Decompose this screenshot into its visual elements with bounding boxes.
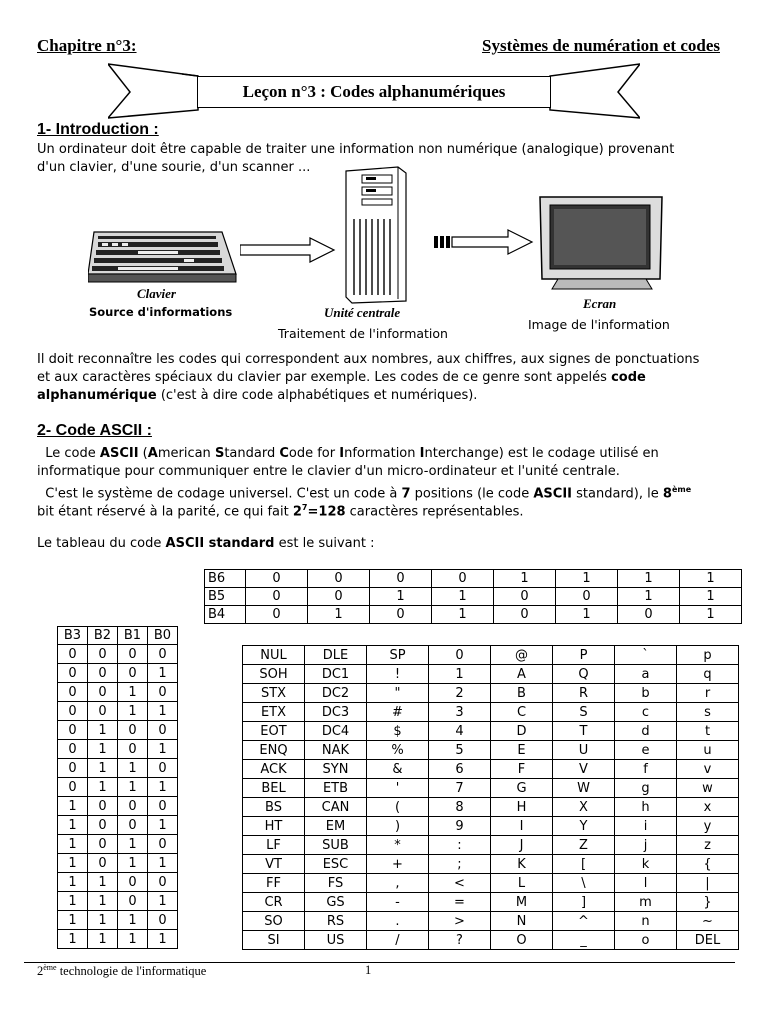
ascii-char-cell: M xyxy=(491,893,553,912)
bit-cell: 1 xyxy=(118,759,148,778)
ascii-row xyxy=(243,779,739,798)
ascii-char-cell: I xyxy=(491,817,553,836)
ascii-char-cell: ACK xyxy=(243,760,305,779)
bit-cell: 0 xyxy=(118,721,148,740)
ascii-char-cell: ( xyxy=(367,798,429,817)
bit-cell: 0 xyxy=(148,797,178,816)
codes-line-3: alphanumérique (c'est à dire code alphabétiques et numériques). xyxy=(37,388,478,403)
bit-cell: 1 xyxy=(618,570,680,588)
bit-cell: 0 xyxy=(118,664,148,683)
ascii-char-cell: | xyxy=(677,874,739,893)
cpu-title: Unité centrale xyxy=(324,305,401,320)
ascii-char-cell: x xyxy=(677,798,739,817)
ascii-char-cell: DLE xyxy=(305,646,367,665)
bit-cell: 0 xyxy=(308,570,370,588)
ascii-char-cell: ) xyxy=(367,817,429,836)
bit-cell: 1 xyxy=(88,892,118,911)
ascii-char-cell: E xyxy=(491,741,553,760)
table-intro: Le tableau du code ASCII standard est le suivant : xyxy=(37,536,375,551)
bit-cell: 0 xyxy=(148,911,178,930)
high-bits-row xyxy=(205,606,742,624)
ascii-char-cell: p xyxy=(677,646,739,665)
bit-cell: 1 xyxy=(680,588,742,606)
bit-cell: 1 xyxy=(88,911,118,930)
bit-cell: 0 xyxy=(556,588,618,606)
low-bits-row xyxy=(58,911,178,930)
bit-cell: 1 xyxy=(88,740,118,759)
bit-cell: 0 xyxy=(148,683,178,702)
ascii-row xyxy=(243,798,739,817)
ascii-char-cell: v xyxy=(677,760,739,779)
ascii-char-cell: CR xyxy=(243,893,305,912)
ascii-row xyxy=(243,722,739,741)
ascii-char-cell: DEL xyxy=(677,931,739,950)
bit-cell: 1 xyxy=(88,759,118,778)
lesson-title: Leçon n°3 : Codes alphanumériques xyxy=(197,76,551,108)
ascii-char-cell: s xyxy=(677,703,739,722)
bit-cell: 1 xyxy=(148,702,178,721)
ascii-char-cell: U xyxy=(553,741,615,760)
ascii-char-cell: n xyxy=(615,912,677,931)
ascii-row xyxy=(243,931,739,950)
bit-cell: 0 xyxy=(118,892,148,911)
low-bits-row xyxy=(58,759,178,778)
ascii-char-cell: { xyxy=(677,855,739,874)
bit-cell: 1 xyxy=(148,664,178,683)
screen-title: Ecran xyxy=(583,296,617,311)
low-bits-row xyxy=(58,797,178,816)
ascii-char-cell: ENQ xyxy=(243,741,305,760)
ascii-char-cell: w xyxy=(677,779,739,798)
bit-cell: 1 xyxy=(556,570,618,588)
ascii-row xyxy=(243,893,739,912)
ascii-char-cell: BEL xyxy=(243,779,305,798)
low-bits-row xyxy=(58,930,178,949)
ascii-char-cell: 7 xyxy=(429,779,491,798)
bit-cell: 1 xyxy=(58,930,88,949)
bit-cell: 0 xyxy=(58,721,88,740)
ascii-char-cell: @ xyxy=(491,646,553,665)
ascii-char-cell: ^ xyxy=(553,912,615,931)
bit-cell: 1 xyxy=(58,835,88,854)
low-bits-row xyxy=(58,778,178,797)
ascii-row xyxy=(243,684,739,703)
bit-cell: 1 xyxy=(58,797,88,816)
bit-cell: 0 xyxy=(88,816,118,835)
ascii-char-cell: H xyxy=(491,798,553,817)
bit-cell: 1 xyxy=(118,683,148,702)
ascii-char-cell: FF xyxy=(243,874,305,893)
ascii-char-cell: 6 xyxy=(429,760,491,779)
ascii-char-cell: X xyxy=(553,798,615,817)
ascii-row xyxy=(243,874,739,893)
bit-cell: 1 xyxy=(88,873,118,892)
bit-cell: 1 xyxy=(118,835,148,854)
bit-cell: 0 xyxy=(308,588,370,606)
ascii-char-cell: HT xyxy=(243,817,305,836)
ascii-char-cell: ETB xyxy=(305,779,367,798)
bit-cell: 1 xyxy=(148,778,178,797)
high-bits-row xyxy=(205,588,742,606)
ascii-char-cell: VT xyxy=(243,855,305,874)
bit-label: B0 xyxy=(148,627,178,645)
ascii-para-1-line-2: informatique pour communiquer entre le clavier d'un micro-ordinateur et l'unité centrale. xyxy=(37,464,620,479)
bit-cell: 0 xyxy=(88,854,118,873)
ascii-para-1: Le code ASCII (American Standard Code for Information Interchange) est le codage utilisé en xyxy=(45,446,659,461)
ascii-char-cell: K xyxy=(491,855,553,874)
ascii-char-cell: [ xyxy=(553,855,615,874)
bit-cell: 1 xyxy=(370,588,432,606)
ascii-char-cell: V xyxy=(553,760,615,779)
ascii-char-cell: US xyxy=(305,931,367,950)
bit-cell: 1 xyxy=(58,892,88,911)
ascii-char-cell: \ xyxy=(553,874,615,893)
low-bits-row xyxy=(58,835,178,854)
ascii-char-cell: DC2 xyxy=(305,684,367,703)
ascii-char-cell: $ xyxy=(367,722,429,741)
ascii-char-cell: Q xyxy=(553,665,615,684)
ascii-row xyxy=(243,760,739,779)
ascii-char-cell: LF xyxy=(243,836,305,855)
bit-cell: 0 xyxy=(88,702,118,721)
ascii-char-cell: R xyxy=(553,684,615,703)
ascii-char-cell: 9 xyxy=(429,817,491,836)
ascii-para-2-line-2: bit étant réservé à la parité, ce qui fait $2^7=128$ caractères représentables. xyxy=(37,503,524,520)
low-bits-row xyxy=(58,816,178,835)
intro-line-2: d'un clavier, d'une sourie, d'un scanner ... xyxy=(37,160,311,175)
ascii-char-cell: z xyxy=(677,836,739,855)
ascii-char-cell: FS xyxy=(305,874,367,893)
ascii-row xyxy=(243,665,739,684)
bit-cell: 1 xyxy=(58,816,88,835)
ascii-char-cell: G xyxy=(491,779,553,798)
bit-label: B4 xyxy=(205,606,246,624)
bit-cell: 1 xyxy=(118,930,148,949)
footer-text: 2ème technologie de l'informatique xyxy=(37,963,207,979)
bit-cell: 1 xyxy=(432,588,494,606)
low-bits-row xyxy=(58,873,178,892)
ascii-char-cell: . xyxy=(367,912,429,931)
ascii-row xyxy=(243,741,739,760)
bit-cell: 0 xyxy=(118,797,148,816)
bit-label: B2 xyxy=(88,627,118,645)
page-number: 1 xyxy=(365,963,372,977)
ascii-char-cell: O xyxy=(491,931,553,950)
ascii-char-cell: ' xyxy=(367,779,429,798)
ascii-row xyxy=(243,836,739,855)
bit-cell: 1 xyxy=(680,570,742,588)
bit-cell: 1 xyxy=(148,854,178,873)
ascii-char-cell: CAN xyxy=(305,798,367,817)
ascii-char-cell: 3 xyxy=(429,703,491,722)
bit-cell: 0 xyxy=(148,721,178,740)
bit-cell: 1 xyxy=(118,778,148,797)
ascii-char-cell: & xyxy=(367,760,429,779)
ascii-char-cell: S xyxy=(553,703,615,722)
bit-cell: 1 xyxy=(148,892,178,911)
bit-cell: 1 xyxy=(308,606,370,624)
arrow-right-icon xyxy=(240,236,336,264)
ascii-char-cell: / xyxy=(367,931,429,950)
ascii-char-cell: STX xyxy=(243,684,305,703)
bit-cell: 0 xyxy=(88,664,118,683)
ascii-char-cell: y xyxy=(677,817,739,836)
bit-cell: 0 xyxy=(88,683,118,702)
bit-cell: 0 xyxy=(494,588,556,606)
bit-label: B6 xyxy=(205,570,246,588)
ascii-char-cell: P xyxy=(553,646,615,665)
bit-cell: 0 xyxy=(618,606,680,624)
ascii-char-cell: W xyxy=(553,779,615,798)
high-bits-table xyxy=(204,569,742,624)
intro-line-1: Un ordinateur doit être capable de traiter une information non numérique (analogique) provenant xyxy=(37,142,675,157)
ascii-char-cell: A xyxy=(491,665,553,684)
ascii-char-cell: T xyxy=(553,722,615,741)
ascii-char-cell: ; xyxy=(429,855,491,874)
bit-cell: 0 xyxy=(148,759,178,778)
ascii-row xyxy=(243,703,739,722)
bit-cell: 0 xyxy=(88,835,118,854)
low-bits-row xyxy=(58,892,178,911)
ascii-char-cell: " xyxy=(367,684,429,703)
ascii-char-cell: e xyxy=(615,741,677,760)
ascii-char-cell: # xyxy=(367,703,429,722)
bit-cell: 1 xyxy=(88,930,118,949)
ascii-char-cell: RS xyxy=(305,912,367,931)
ascii-char-cell: Y xyxy=(553,817,615,836)
bit-cell: 0 xyxy=(148,645,178,664)
ascii-char-cell: SOH xyxy=(243,665,305,684)
ascii-char-cell: EOT xyxy=(243,722,305,741)
bit-cell: 0 xyxy=(246,570,308,588)
ascii-char-cell: B xyxy=(491,684,553,703)
bit-cell: 1 xyxy=(680,606,742,624)
bit-cell: 1 xyxy=(88,778,118,797)
ascii-char-cell: 0 xyxy=(429,646,491,665)
ascii-char-cell: 5 xyxy=(429,741,491,760)
bit-cell: 0 xyxy=(58,778,88,797)
ascii-char-cell: L xyxy=(491,874,553,893)
ascii-heading: 2- Code ASCII : xyxy=(37,422,152,439)
ascii-char-cell: , xyxy=(367,874,429,893)
codes-line-2: et aux caractères spéciaux du clavier par exemple. Les codes de ce genre sont appelés code xyxy=(37,370,646,385)
ascii-char-cell: SUB xyxy=(305,836,367,855)
ascii-char-cell: o xyxy=(615,931,677,950)
bit-cell: 0 xyxy=(118,645,148,664)
ascii-char-cell: q xyxy=(677,665,739,684)
ascii-char-cell: 2 xyxy=(429,684,491,703)
bit-cell: 0 xyxy=(58,759,88,778)
ascii-row xyxy=(243,912,739,931)
ascii-char-cell: d xyxy=(615,722,677,741)
intro-heading: 1- Introduction : xyxy=(37,121,159,138)
bit-cell: 1 xyxy=(432,606,494,624)
ascii-char-cell: SO xyxy=(243,912,305,931)
bit-cell: 1 xyxy=(118,854,148,873)
ascii-char-cell: m xyxy=(615,893,677,912)
arrow-right-icon-2 xyxy=(434,228,534,256)
ascii-char-cell: DC4 xyxy=(305,722,367,741)
ascii-char-cell: ? xyxy=(429,931,491,950)
ascii-char-cell: i xyxy=(615,817,677,836)
bit-cell: 1 xyxy=(58,854,88,873)
bit-cell: 1 xyxy=(58,873,88,892)
ascii-char-cell: NUL xyxy=(243,646,305,665)
ascii-char-cell: - xyxy=(367,893,429,912)
low-bits-row xyxy=(58,721,178,740)
ascii-chars-table xyxy=(242,645,739,950)
bit-cell: 0 xyxy=(118,740,148,759)
keyboard-caption: Source d'informations xyxy=(89,305,233,319)
ascii-char-cell: EM xyxy=(305,817,367,836)
ascii-char-cell: > xyxy=(429,912,491,931)
bit-cell: 0 xyxy=(58,740,88,759)
ascii-char-cell: < xyxy=(429,874,491,893)
ascii-char-cell: j xyxy=(615,836,677,855)
ascii-char-cell: k xyxy=(615,855,677,874)
high-bits-row xyxy=(205,570,742,588)
bit-cell: 1 xyxy=(148,740,178,759)
ascii-char-cell: ` xyxy=(615,646,677,665)
bit-cell: 0 xyxy=(118,816,148,835)
ascii-char-cell: } xyxy=(677,893,739,912)
ascii-char-cell: h xyxy=(615,798,677,817)
monitor-icon xyxy=(538,193,666,291)
low-bits-row xyxy=(58,740,178,759)
ascii-char-cell: Z xyxy=(553,836,615,855)
bit-cell: 0 xyxy=(88,645,118,664)
keyboard-title: Clavier xyxy=(137,286,176,301)
ascii-char-cell: r xyxy=(677,684,739,703)
low-bits-row xyxy=(58,645,178,664)
computer-tower-icon xyxy=(342,163,408,305)
ascii-char-cell: _ xyxy=(553,931,615,950)
bit-label: B5 xyxy=(205,588,246,606)
ascii-char-cell: NAK xyxy=(305,741,367,760)
bit-cell: 0 xyxy=(494,606,556,624)
bit-cell: 1 xyxy=(556,606,618,624)
bit-cell: 1 xyxy=(88,721,118,740)
bit-cell: 0 xyxy=(58,683,88,702)
bit-cell: 0 xyxy=(58,702,88,721)
ascii-char-cell: D xyxy=(491,722,553,741)
ascii-char-cell: ! xyxy=(367,665,429,684)
low-bits-row xyxy=(58,702,178,721)
cpu-caption: Traitement de l'information xyxy=(278,326,448,341)
ascii-char-cell: a xyxy=(615,665,677,684)
bit-cell: 0 xyxy=(148,873,178,892)
bit-cell: 0 xyxy=(370,606,432,624)
bit-cell: 0 xyxy=(370,570,432,588)
ascii-char-cell: GS xyxy=(305,893,367,912)
bit-cell: 0 xyxy=(246,606,308,624)
bit-cell: 0 xyxy=(58,645,88,664)
ascii-row xyxy=(243,817,739,836)
codes-line-1: Il doit reconnaître les codes qui correspondent aux nombres, aux chiffres, aux signes de ponctuations xyxy=(37,352,700,367)
ascii-char-cell: DC3 xyxy=(305,703,367,722)
ascii-char-cell: = xyxy=(429,893,491,912)
ascii-char-cell: DC1 xyxy=(305,665,367,684)
bit-cell: 1 xyxy=(148,930,178,949)
ascii-char-cell: + xyxy=(367,855,429,874)
ascii-para-2: C'est le système de codage universel. C'est un code à 7 positions (le code ASCII standard), le 8ème xyxy=(45,485,692,502)
bit-cell: 1 xyxy=(118,911,148,930)
bit-cell: 0 xyxy=(118,873,148,892)
ascii-char-cell: ] xyxy=(553,893,615,912)
ascii-char-cell: % xyxy=(367,741,429,760)
bit-cell: 0 xyxy=(246,588,308,606)
ascii-char-cell: ETX xyxy=(243,703,305,722)
bit-cell: 1 xyxy=(494,570,556,588)
ascii-char-cell: 1 xyxy=(429,665,491,684)
ascii-row xyxy=(243,855,739,874)
low-bits-row xyxy=(58,664,178,683)
bit-cell: 1 xyxy=(58,911,88,930)
ascii-char-cell: : xyxy=(429,836,491,855)
ascii-char-cell: g xyxy=(615,779,677,798)
bit-label: B1 xyxy=(118,627,148,645)
ascii-char-cell: f xyxy=(615,760,677,779)
ascii-char-cell: C xyxy=(491,703,553,722)
ascii-char-cell: BS xyxy=(243,798,305,817)
low-bits-row xyxy=(58,854,178,873)
chapter-label: Chapitre n°3: xyxy=(37,36,137,55)
ascii-char-cell: 8 xyxy=(429,798,491,817)
low-bits-row xyxy=(58,683,178,702)
low-bits-table xyxy=(57,626,178,949)
ascii-char-cell: SYN xyxy=(305,760,367,779)
bit-cell: 0 xyxy=(432,570,494,588)
screen-caption: Image de l'information xyxy=(528,317,670,332)
bit-cell: 0 xyxy=(88,797,118,816)
bit-cell: 0 xyxy=(58,664,88,683)
subject-label: Systèmes de numération et codes xyxy=(482,36,720,55)
ascii-char-cell: t xyxy=(677,722,739,741)
ascii-char-cell: SP xyxy=(367,646,429,665)
ascii-char-cell: ESC xyxy=(305,855,367,874)
keyboard-icon xyxy=(88,228,238,286)
ascii-char-cell: c xyxy=(615,703,677,722)
bit-cell: 1 xyxy=(118,702,148,721)
ascii-char-cell: F xyxy=(491,760,553,779)
ascii-char-cell: * xyxy=(367,836,429,855)
ascii-char-cell: SI xyxy=(243,931,305,950)
ascii-char-cell: l xyxy=(615,874,677,893)
ascii-char-cell: b xyxy=(615,684,677,703)
bit-cell: 0 xyxy=(148,835,178,854)
bit-cell: 1 xyxy=(618,588,680,606)
ascii-char-cell: u xyxy=(677,741,739,760)
ascii-char-cell: 4 xyxy=(429,722,491,741)
bit-cell: 1 xyxy=(148,816,178,835)
ascii-char-cell: ~ xyxy=(677,912,739,931)
bit-label: B3 xyxy=(58,627,88,645)
ascii-row xyxy=(243,646,739,665)
low-bits-header-row xyxy=(58,627,178,645)
ascii-char-cell: N xyxy=(491,912,553,931)
ascii-char-cell: J xyxy=(491,836,553,855)
